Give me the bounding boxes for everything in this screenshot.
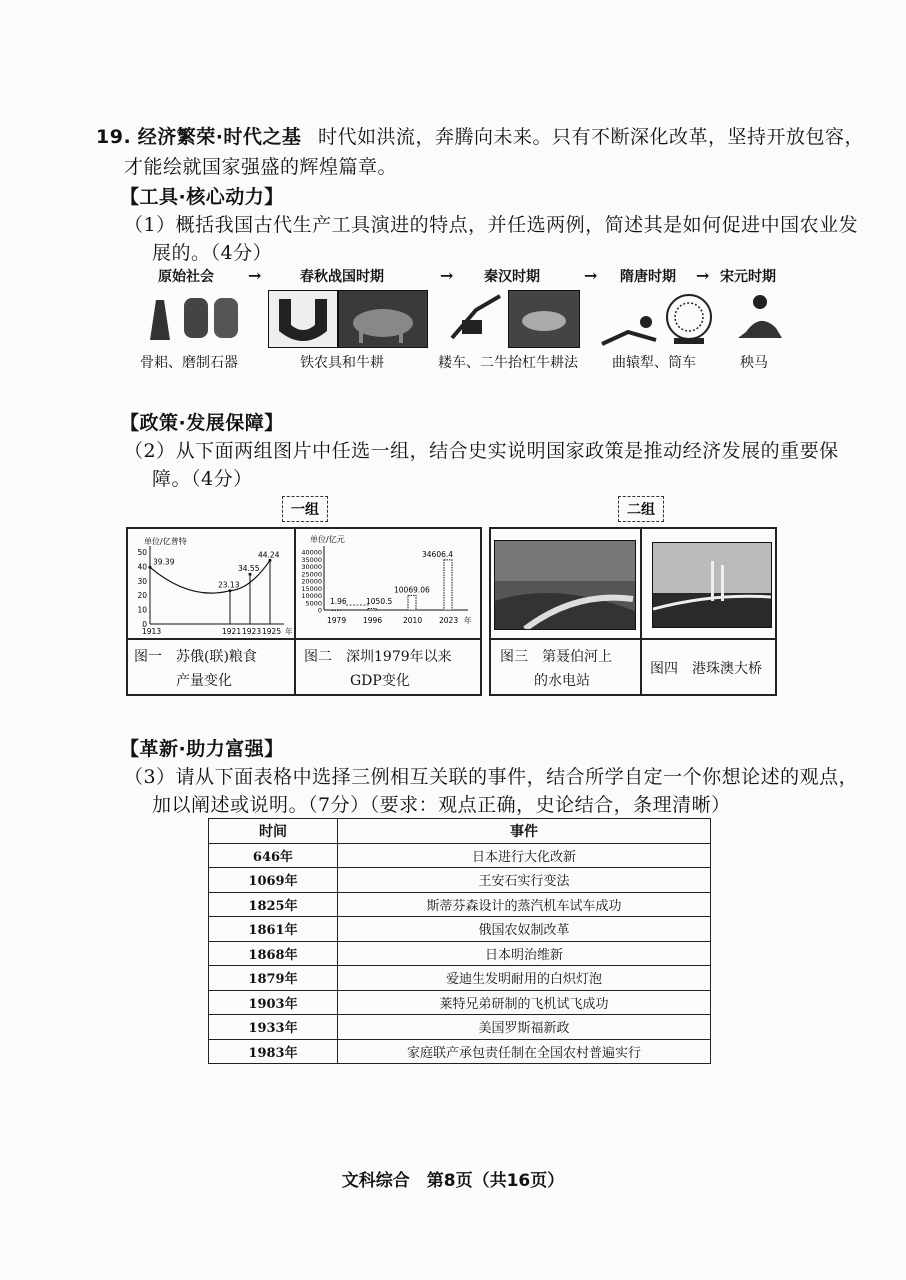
chart2-y-tick: 25000: [301, 570, 322, 579]
chart1-x-tick: 1923: [242, 627, 262, 636]
chart1-x-tick: 1913: [142, 627, 162, 636]
table-header-time: 时间: [209, 819, 338, 844]
period-arrow: →: [584, 266, 598, 285]
fig2-caption-line-2: GDP变化: [350, 673, 410, 689]
chart2-data-label: 34606.4: [422, 549, 454, 559]
table-cell-year: 1868年: [209, 941, 338, 966]
seed-drill-image: [446, 290, 506, 346]
chart2-y-tick: 10000: [301, 592, 322, 600]
table-cell-event: 莱特兄弟研制的飞机试飞成功: [338, 990, 711, 1015]
period-arrow: →: [440, 266, 454, 285]
chart2-y-tick: 20000: [301, 577, 322, 586]
period-sui-tang: 隋唐时期: [620, 269, 676, 285]
period-qin-han: 秦汉时期: [484, 269, 540, 285]
period-song-yuan: 宋元时期: [720, 269, 776, 285]
table-cell-event: 爱迪生发明耐用的白炽灯泡: [338, 966, 711, 991]
table-row: [209, 843, 711, 868]
period-spring-autumn: 春秋战国时期: [300, 269, 384, 285]
section3-heading: 【革新·助力富强】: [120, 738, 284, 760]
question-intro-line-2: 才能绘就国家强盛的辉煌篇章。: [124, 156, 398, 178]
chart1-data-label: 23.13: [218, 580, 240, 590]
section3-prompt-line-1: （3）请从下面表格中选择三例相互关联的事件，结合所学自定一个你想论述的观点，: [124, 766, 859, 788]
fig1-caption-line-1: 图一 苏俄(联)粮食: [134, 649, 257, 665]
table-cell-year: 1879年: [209, 966, 338, 991]
question-number: 19.: [96, 126, 132, 148]
fig4-caption: 图四 港珠澳大桥: [650, 661, 762, 677]
chart2-y-tick: 0: [317, 606, 322, 615]
iron-tool-image: [268, 290, 338, 348]
chart1-ylabel: 单位/亿普特: [144, 537, 187, 546]
tool-label-primitive: 骨耜、磨制石器: [140, 355, 238, 371]
table-row: [209, 1015, 711, 1040]
bone-spade-stone-tools-image: [136, 292, 246, 346]
group2-divider-horizontal: [491, 638, 775, 640]
tool-label-curved-plow: 曲辕犁、筒车: [612, 355, 696, 371]
fig1-caption-line-2: 产量变化: [176, 673, 232, 689]
section1-prompt-line-1: （1）概括我国古代生产工具演进的特点，并任选两例，简述其是如何促进中国农业发: [124, 214, 859, 236]
chart1-y-tick: 40: [137, 562, 147, 572]
table-cell-event: 日本明治维新: [338, 941, 711, 966]
group2-tag: 二组: [618, 496, 664, 522]
chart2-x-tick: 1979: [327, 616, 347, 625]
table-cell-event: 王安石实行变法: [338, 868, 711, 893]
rice-seedling-horse-image: [732, 292, 786, 346]
section3-prompt-line-2: 加以阐述或说明。（7分）（要求：观点正确，史论结合，条理清晰）: [152, 794, 731, 816]
table-cell-event: 家庭联产承包责任制在全国农村普遍实行: [338, 1039, 711, 1064]
chart1-x-unit: 年: [285, 627, 293, 636]
chart2-y-tick: 35000: [301, 555, 322, 564]
grain-output-chart: [128, 530, 294, 636]
chart1-x-tick: 1925: [262, 627, 282, 636]
question-intro-line-1: [96, 122, 864, 149]
ox-plowing-image: [338, 290, 428, 348]
section2-prompt-line-1: （2）从下面两组图片中任选一组，结合史实说明国家政策是推动经济发展的重要保: [124, 440, 839, 462]
group1-tag: 一组: [282, 496, 328, 522]
table-cell-year: 1933年: [209, 1015, 338, 1040]
fig3-caption-line-2: 的水电站: [534, 673, 590, 689]
chart2-bar: [332, 610, 340, 611]
table-cell-event: 日本进行大化改新: [338, 843, 711, 868]
table-row: [209, 892, 711, 917]
chart2-data-label: 10069.06: [394, 585, 430, 595]
table-row: [209, 990, 711, 1015]
table-cell-year: 1983年: [209, 1039, 338, 1064]
table-cell-event: 斯蒂芬森设计的蒸汽机车试车成功: [338, 892, 711, 917]
chart2-ylabel: 单位/亿元: [310, 535, 345, 544]
table-cell-event: 美国罗斯福新政: [338, 1015, 711, 1040]
page-footer: 文科综合 第8页（共16页）: [341, 1171, 565, 1191]
table-row: [209, 966, 711, 991]
table-row: [209, 917, 711, 942]
table-cell-year: 646年: [209, 843, 338, 868]
table-row: [209, 1039, 711, 1064]
chart2-y-tick: 15000: [301, 584, 322, 593]
chart1-y-tick: 0: [142, 620, 147, 629]
chart2-x-tick: 2023: [439, 616, 459, 625]
chart2-x-tick: 2010: [403, 616, 423, 625]
chart1-y-tick: 50: [137, 548, 147, 557]
table-cell-year: 1069年: [209, 868, 338, 893]
section2-prompt-line-2: 障。（4分）: [152, 468, 253, 490]
fig3-caption-line-1: 图三 第聂伯河上: [500, 649, 612, 665]
table-row: [209, 868, 711, 893]
chart1-data-label: 34.55: [238, 564, 260, 574]
curved-plow-image: [598, 310, 660, 348]
chart1-data-label: 39.39: [153, 557, 175, 567]
table-cell-event: 俄国农奴制改革: [338, 917, 711, 942]
chart2-bar: [408, 595, 416, 610]
shenzhen-gdp-chart: [296, 530, 478, 636]
period-arrow: →: [696, 266, 710, 285]
chart2-bar: [444, 560, 452, 610]
chart1-y-tick: 10: [137, 605, 147, 615]
period-arrow: →: [248, 266, 262, 285]
table-cell-year: 1861年: [209, 917, 338, 942]
chart2-x-tick: 1996: [363, 616, 383, 625]
section2-heading: 【政策·发展保障】: [120, 412, 284, 434]
section1-prompt-line-2: 展的。（4分）: [152, 242, 273, 264]
chart1-x-tick: 1921: [222, 627, 242, 636]
dnieper-hydropower-image: [494, 540, 636, 630]
section1-heading: 【工具·核心动力】: [120, 186, 284, 208]
table-header-row: [209, 819, 711, 844]
chart2-y-tick: 5000: [305, 599, 322, 608]
fig2-caption-line-1: 图二 深圳1979年以来: [304, 649, 452, 665]
tool-label-seedling-horse: 秧马: [740, 355, 768, 371]
events-table: [208, 818, 711, 1064]
table-cell-year: 1825年: [209, 892, 338, 917]
chart1-point: [149, 566, 152, 569]
chart2-data-label: 1050.5: [366, 597, 393, 606]
table-cell-year: 1903年: [209, 990, 338, 1015]
table-row: [209, 941, 711, 966]
chart1-y-tick: 30: [137, 576, 147, 586]
tool-label-iron: 铁农具和牛耕: [300, 355, 384, 371]
question-theme: 经济繁荣·时代之基: [137, 126, 302, 148]
table-header-event: 事件: [338, 819, 711, 844]
chart2-x-unit: 年: [464, 616, 472, 625]
chart2-y-tick: 40000: [301, 548, 322, 557]
group1-divider-horizontal: [128, 638, 480, 640]
tool-label-seed-drill: 耧车、二牛抬杠牛耕法: [438, 355, 578, 371]
hong-kong-zhuhai-macao-bridge-image: [652, 542, 772, 628]
chart2-bar: [368, 608, 376, 610]
chart2-y-tick: 30000: [301, 563, 322, 571]
group2-divider-vertical: [640, 529, 642, 694]
water-wheel-image: [664, 292, 714, 346]
two-ox-plowing-image: [508, 290, 580, 348]
chart1-y-tick: 20: [137, 591, 147, 601]
chart2-data-label: 1.96: [330, 597, 347, 606]
question-intro-text: 时代如洪流，奔腾向未来。只有不断深化改革，坚持开放包容，: [317, 126, 864, 148]
chart1-data-label: 44.24: [258, 550, 280, 560]
period-primitive: 原始社会: [158, 269, 214, 285]
